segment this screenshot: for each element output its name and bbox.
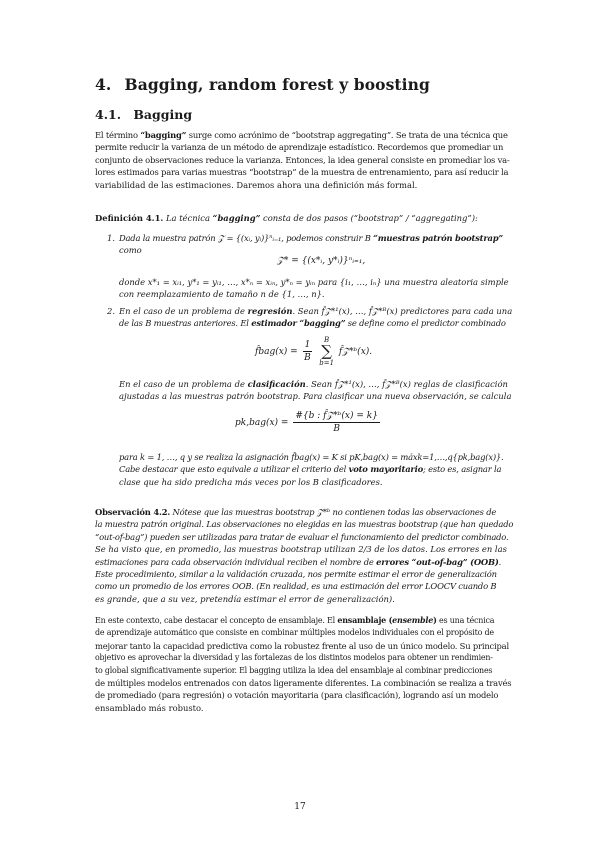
subsection-number: 4.1. [95,107,122,122]
list-item: En el caso de un problema de regresión. Sean f̂𝒵*¹(x), …, f̂𝒵*ᴮ(x) predictores para cada una de las B muestras anteriores. El estimador “bagging” se define como el predictor combinado [119,306,513,329]
definition-label: Definición 4.1. [95,213,164,223]
intro-paragraph [95,129,513,191]
intro-line: permite reducir la varianza de un método de aprendizaje estadístico. Recordemos que promediar un [95,142,504,153]
intro-line: El término “bagging” surge como acrónimo de “bootstrap aggregating”. Se trata de una técnica que [95,130,508,140]
section-heading [95,75,430,94]
oob-term: errores “out-of-bag” (OOB) [376,556,499,567]
bagging-estimator-term: estimador “bagging” [251,318,346,329]
list-item-continued: para k = 1, …, q y se realiza la asignación f̂bag(x) = K si pK,bag(x) = máxk=1,…,q{pk,bag(x)}. Cabe destacar que esto equivale a utilizar el criterio del voto mayoritario; esto es, asignar la clase que ha sido predicha más veces por los B clasificadores. [119,452,504,487]
bagging-term: “bagging” [140,130,187,140]
section-title: Bagging, random forest y boosting [124,75,430,94]
list-enum: 1. [107,233,115,243]
bootstrap-samples-term: “muestras patrón bootstrap” [373,233,504,243]
class-proportion-equation: pk,bag(x) = $\frac{\text{\#\{b : f̂𝒵*ᵇ(x) = k\}}}{B}$ [235,411,378,434]
definition-list [95,232,513,492]
subsection-heading [95,107,192,122]
definition-term: “bagging” [212,213,261,223]
list-enum: 2. [107,306,115,316]
definition-heading: Definición 4.1. La técnica “bagging” consta de dos pasos (“bootstrap” / “aggregating”): [95,213,478,223]
list-item: Dada la muestra patrón 𝒵 = {(xᵢ, yᵢ)}ⁿᵢ₌₁, podemos construir B “muestras patrón bootstrap” como [119,233,504,256]
intro-line: variabilidad de las estimaciones. Daremos ahora una definición más formal. [95,179,418,190]
observation-label: Observación 4.2. [95,507,171,517]
ensemble-term: ensamblaje (ensemble) [337,616,437,625]
majority-vote-term: voto mayoritario [348,464,424,475]
summation-symbol: B ∑ b=1 [319,336,335,367]
list-item-continued: donde x*₁ = xᵢ₁, y*₁ = yᵢ₁, …, x*ₙ = xᵢₙ, y*ₙ = yᵢₙ para {i₁, …, iₙ} una muestra aleatoria simple con reemplazamiento de tamaño n de {1, …, n}. [119,277,509,300]
ensemble-paragraph: En este contexto, cabe destacar el concepto de ensamblaje. El ensamblaje (ensemble) es una técnica de aprendizaje automático que consiste en combinar múltiples modelos individuales con el propósito de mejorar tanto la capacidad predictiva como la robustez frente al uso de un único modelo. Su principal objetivo es aprovechar la diversidad y las fortalezas de los distintos modelos para obtener un rendimien- to global significativamente superior. El bagging utiliza la idea del ensamblaje al combinar predicciones de múltiples modelos entrenados con datos ligeramente diferentes. La combinación se realiza a través de promediado (para regresión) o votación mayoritaria (para clasificación), logrando así un modelo ensamblado más robusto. [95,616,512,713]
page-number: 17 [294,802,306,812]
classification-term: clasificación [247,379,306,389]
intro-line: lores estimados para varias muestras “bootstrap” de la muestra de entrenamiento, para así reducir la [95,167,509,178]
list-item-continued: En el caso de un problema de clasificación. Sean f̂𝒵*¹(x), …, f̂𝒵*ᴮ(x) reglas de clasificación ajustadas a las muestras patrón bootstrap. Para clasificar una nueva observación, se calcula [119,379,512,402]
bootstrap-sample-equation: 𝒵* = {(x*ᵢ, y*ᵢ)}ⁿᵢ₌₁, [277,256,366,266]
observation-paragraph: Observación 4.2. Nótese que las muestras bootstrap 𝒵*ᵇ no contienen todas las observaciones de la muestra patrón original. Las observaciones no elegidas en las muestras bootstrap (que han quedado “out-of-bag”) pueden ser utilizadas para tratar de evaluar el funcionamiento del predictor combinado. Se ha visto que, en promedio, las muestras bootstrap utilizan 2/3 de los datos. Los errores en las estimaciones para cada observación individual reciben el nombre de errores “out-of-bag” (OOB). Este procedimiento, similar a la validación cruzada, nos permite estimar el error de generalización como un promedio de los errores OOB. (En realidad, es una estimación del error LOOCV cuando B es grande, que a su vez, pretendía estimar el error de generalización). [95,507,514,604]
regression-term: regresión [247,306,293,316]
bagging-regression-equation: f̂bag(x) = $\frac{1}{B}$ B ∑ b=1 f̂𝒵*ᵇ(x). [255,336,373,367]
subsection-title: Bagging [133,107,193,122]
intro-line: conjunto de observaciones reduce la varianza. Entonces, la idea general consiste en promediar los va- [95,154,510,165]
section-number: 4. [95,75,112,94]
